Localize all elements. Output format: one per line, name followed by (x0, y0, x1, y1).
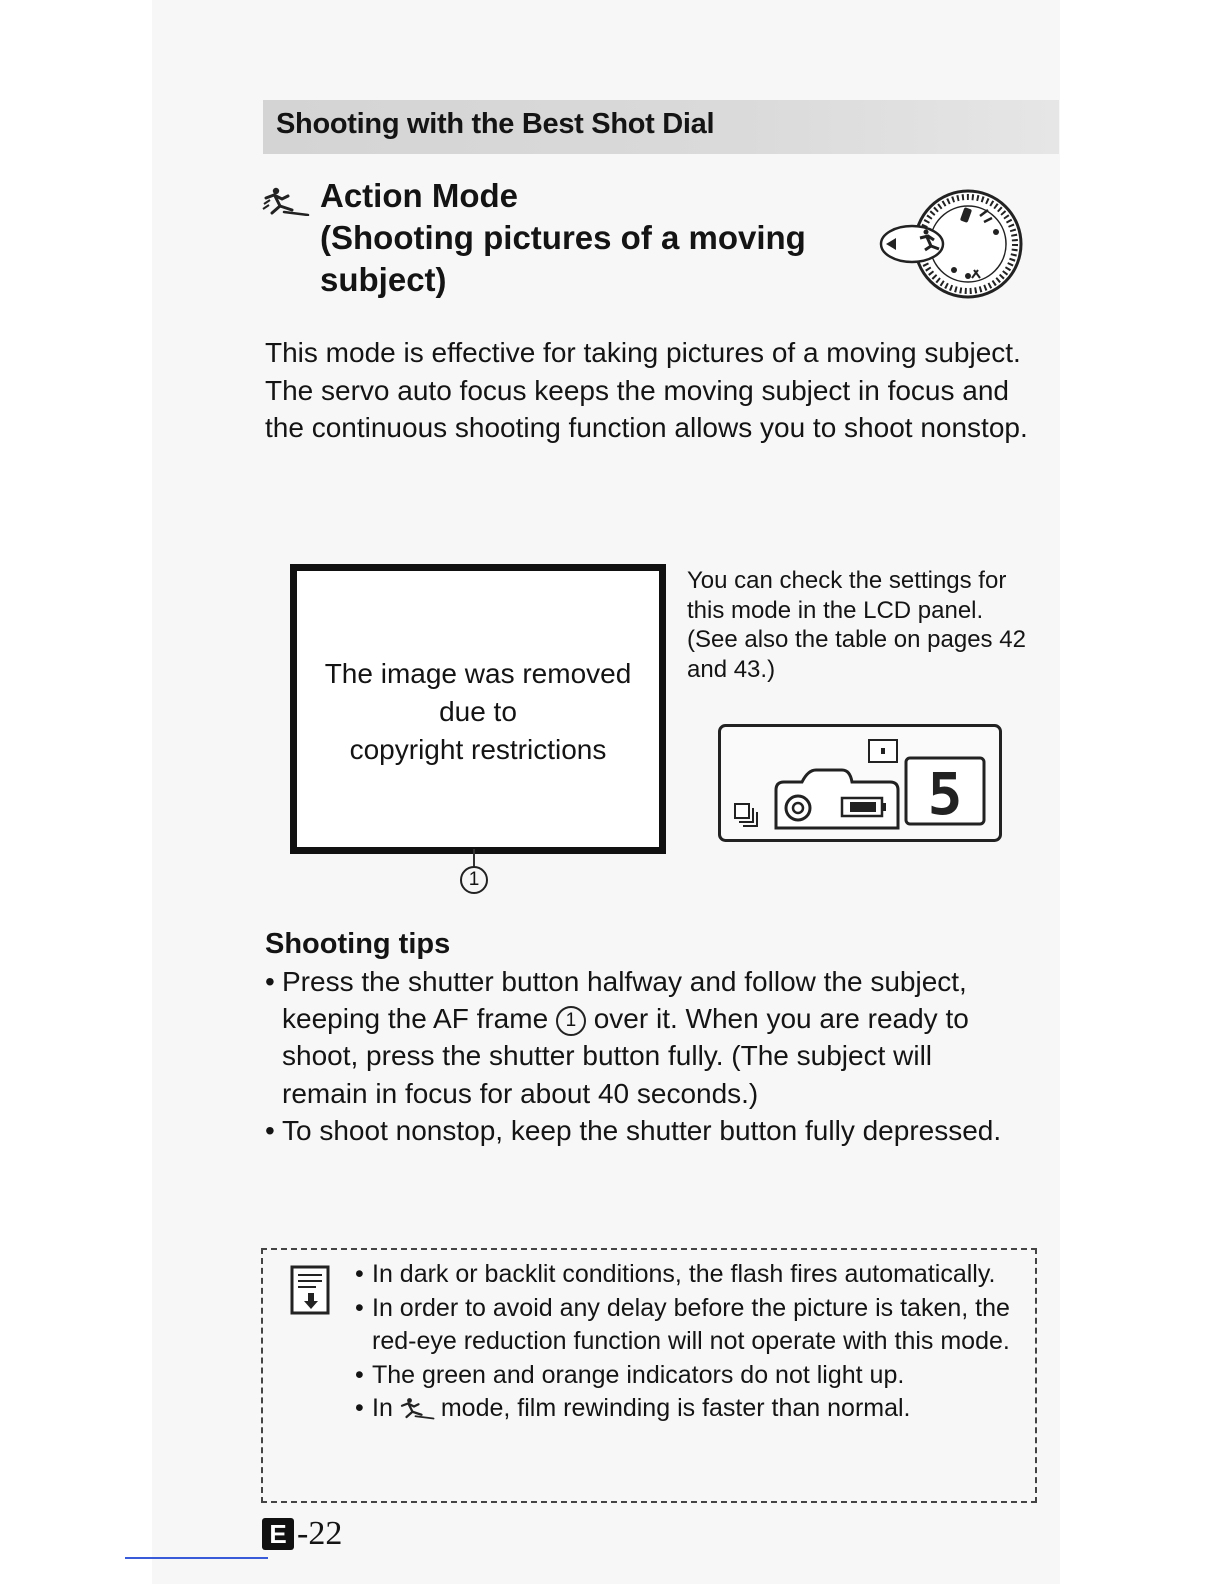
af-frame-leader-line (473, 849, 475, 867)
memo-icon (290, 1265, 330, 1315)
tip-1-text-start: Press the shutter button halfway and follow the subject, keeping the AF frame (282, 966, 967, 1035)
intro-paragraph-2: The servo auto focus keeps the moving subject in focus and the continuous shooting function allows you to shoot nonstop. (265, 374, 1028, 443)
mode-subtitle-line1: (Shooting pictures of a moving (320, 219, 806, 256)
action-mode-icon (399, 1396, 435, 1420)
note-4-text-start: In (372, 1394, 393, 1422)
page-number (262, 1514, 342, 1554)
tips-title: Shooting tips (265, 928, 451, 960)
note-item: • In dark or backlit conditions, the flash fires automatically. (355, 1258, 1025, 1292)
note-4-text-end: mode, film rewinding is faster than normal. (440, 1394, 911, 1422)
tips-list (265, 963, 1025, 1149)
removed-message-line-3: copyright restrictions (349, 734, 607, 765)
lcd-frame-counter: 5 (927, 760, 963, 828)
best-shot-dial-icon (876, 186, 1026, 302)
lcd-note (687, 566, 1027, 684)
page-number-value: -22 (297, 1515, 343, 1552)
removed-image-frame (290, 564, 666, 854)
note-item: • The green and orange indicators do not light up. (355, 1359, 1025, 1393)
removed-message-line-1: The image was removed (324, 658, 632, 689)
removed-message-line-2: due to (439, 696, 517, 727)
af-frame-reference: 1 (556, 1006, 586, 1036)
lcd-note-line-2: (See also the table on pages 42 and 43.) (687, 626, 1026, 683)
lcd-note-line-1: You can check the settings for this mode in the LCD panel. (687, 567, 1007, 624)
intro-paragraph-1: This mode is effective for taking pictures of a moving subject. (265, 337, 1021, 368)
action-mode-icon (262, 186, 310, 216)
lcd-panel-illustration (718, 724, 1002, 842)
mode-title: Action Mode (320, 177, 518, 214)
intro-text (265, 334, 1045, 447)
note-item (355, 1392, 1025, 1426)
note-item: • In order to avoid any delay before the picture is taken, the red-eye reduction function will not operate with this mode. (355, 1292, 1025, 1359)
scan-artifact-line (125, 1557, 268, 1559)
mode-subtitle-line2: subject) (320, 261, 447, 298)
tip-item (265, 963, 1025, 1112)
tip-item: • To shoot nonstop, keep the shutter button fully depressed. (265, 1112, 1025, 1149)
tip-1-text-end: over it. When you are ready to shoot, press the shutter button fully. (The subject will remain in focus for about 40 seconds.) (282, 1003, 969, 1109)
language-badge: E (262, 1518, 294, 1550)
section-title: Shooting with the Best Shot Dial (276, 108, 715, 140)
notes-list (355, 1258, 1025, 1426)
mode-heading (320, 175, 806, 301)
af-frame-callout: 1 (460, 866, 488, 894)
removed-image-message (297, 655, 659, 769)
